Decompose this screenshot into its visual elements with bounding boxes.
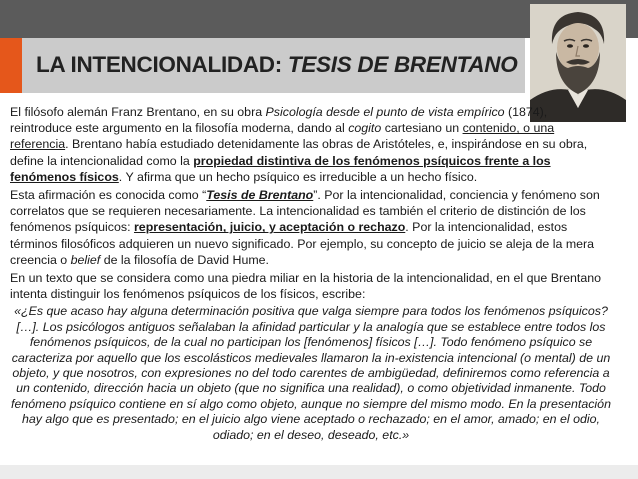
- p1-text-d: . Brentano había estudiado detenidamente las obras de Aristóteles, e, inspirándose en su obra, define la intencionalidad como la: [10, 137, 588, 168]
- p1-text-c: cartesiano un: [381, 121, 463, 136]
- title-accent: [0, 38, 22, 93]
- p2-text-a: Esta afirmación es conocida como “: [10, 188, 207, 203]
- paragraph-2: [10, 187, 612, 268]
- p1-text-e: . Y afirma que un hecho psíquico es irreducible a un hecho físico.: [118, 169, 478, 184]
- cogito-term: cogito: [348, 121, 382, 136]
- slide-body: [10, 104, 612, 445]
- paragraph-3: En un texto que se considera como una piedra miliar en la historia de la intencionalidad, en el que Brentano intenta distinguir los fenómenos psíquicos de los físicos, escribe:: [10, 271, 601, 302]
- bottom-decorative-band: [0, 465, 638, 479]
- p2-text-c: . Por la intencionalidad, estos términos filosóficos adquieren un nuevo significado. Por ejemplo, su concepto de juicio se aleja de la mera creencia o: [10, 220, 595, 267]
- book-title: Psicología desde el punto de vista empírico: [265, 105, 505, 119]
- p1-text-a: El filósofo alemán Franz Brentano, en su obra: [10, 105, 266, 119]
- slide-title: [36, 52, 517, 78]
- title-italic: TESIS DE BRENTANO: [287, 52, 518, 77]
- p2-text-b: ”. Por la intencionalidad, conciencia y fenómeno son correlatos que se requieren necesariamente. La intencionalidad es también el criterio de distinción de los fenómenos psíquicos:: [10, 188, 600, 235]
- p1-emphasis: propiedad distintiva de los fenómenos psíquicos frente a los fenómenos físicos: [10, 153, 551, 184]
- p2-emphasis: representación, juicio, y aceptación o rechazo: [133, 220, 406, 235]
- p2-text-d: de la filosofía de David Hume.: [100, 252, 269, 267]
- contenido-referencia-link[interactable]: contenido, o una referencia: [10, 121, 555, 152]
- brentano-quote: «¿Es que acaso hay alguna determinación positiva que valga siempre para todos los fenómenos psíquicos? […]. Los psicólogos antiguos señalaban la afinidad particular y la analogía que se establece entre todos los fenómenos psíquicos, de la cual no participan los [fenómenos] físicos […]. Todo fenómeno psíquico se caracteriza por aquello que los escolásticos medievales llamaron la in-existencia intencional (o mental) de un objeto, y que nosotros, con expresiones no del todo carentes de ambigüedad, definiremos como referencia a un contenido, dirección hacia un objeto (que no significa una realidad), o como objetividad inmanente. Todo fenómeno psíquico contiene en sí algo como objeto, aunque no siempre del mismo modo. En la presentación hay algo que es presentado; en el juicio algo viene aceptado o rechazado; en el amor, amado; en el odio, odiado; en el deseo, deseado, etc.»: [11, 304, 611, 442]
- p1-text-b: (1874), reintroduce este argumento en la filosofía moderna, dando al: [10, 105, 548, 136]
- title-plain: LA INTENCIONALIDAD:: [36, 52, 288, 77]
- paragraph-1: [10, 104, 612, 185]
- belief-term: belief: [70, 252, 101, 267]
- tesis-brentano-term: Tesis de Brentano: [206, 188, 314, 203]
